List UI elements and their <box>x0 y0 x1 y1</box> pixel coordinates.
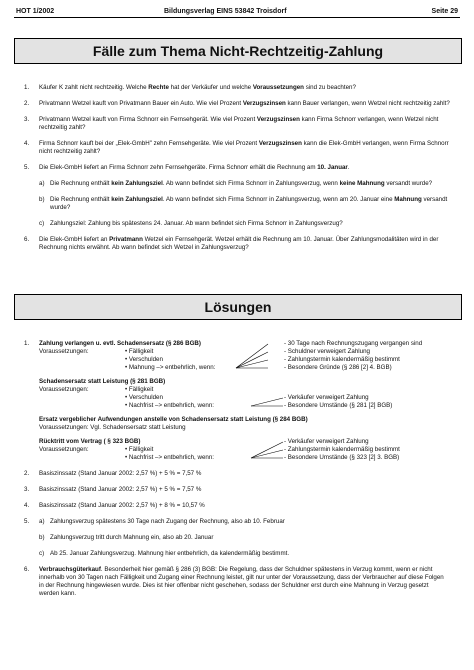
task-text: Käufer K zahlt nicht rechtzeitig. Welche Rechte hat der Verkäufer und welche Voraussetzungen sind zu beachten? <box>39 84 356 91</box>
condition-text: - Verkäufer verweigert Zahlung <box>284 394 369 401</box>
subtask-text: Zahlungsziel: Zahlung bis spätestens 24. Januar. Ab wann befindet sich Firma Schnorr in Zahlungsverzug? <box>50 220 343 227</box>
task-text: Die Elek-GmbH liefert an Firma Schnorr zehn Fernsehgeräte. Firma Schnorr erhält die Rechnung am 10. Januar. <box>39 164 350 171</box>
solution-text: Verbrauchsgüterkauf. Besonderheit hier gemäß § 286 (3) BGB: Die Regelung, dass der Schuldner spätestens in Verzug kommt, wenn er nicht innerhalb von 30 Tagen nach Fälligkeit und Zugang einer Rechnung leistet, gilt nur unter der Voraussetzung, dass der Verbraucher auf diese Folgen in der Rechnung hingewiesen wurde. Dies ist hier offenbar nicht geschehen, sodass der Schuldner erst durch eine Mahnung in Verzug gesetzt werden kann. <box>39 566 444 597</box>
solution-text: Basiszinssatz (Stand Januar 2002: 2,57 %) + 5 % = 7,57 % <box>39 486 202 493</box>
condition-text: - Besondere Umstände (§ 323 [2] 3. BGB) <box>284 454 400 461</box>
solution-heading: Ersatz vergeblicher Aufwendungen anstelle von Schadensersatz statt Leistung (§ 284 BGB) <box>39 416 308 423</box>
solution-number: 5. <box>24 518 30 525</box>
task-number: 1. <box>24 84 30 91</box>
condition-item: • Verschulden <box>125 356 163 363</box>
subtask-letter: c) <box>39 220 45 227</box>
condition-text: - Zahlungstermin kalendermäßig bestimmt <box>284 446 400 453</box>
solution-6 <box>24 566 446 598</box>
condition-text: - 30 Tage nach Rechnungszugang vergangen sind <box>284 340 423 347</box>
header-right: Seite 29 <box>431 8 458 15</box>
solution-number: 3. <box>24 486 30 493</box>
conditions-label: Voraussetzungen: <box>39 386 89 393</box>
task-6 <box>24 236 450 252</box>
condition-text: - Besondere Gründe (§ 286 [2] 4. BGB) <box>284 364 392 371</box>
solution-1 <box>24 340 446 462</box>
arrow-fan-icon <box>250 394 286 410</box>
task-5c <box>39 220 450 228</box>
condition-item: • Fälligkeit <box>125 386 154 393</box>
task-number: 3. <box>24 116 30 123</box>
task-number: 6. <box>24 236 30 243</box>
solutions-list <box>24 340 446 598</box>
page-header <box>14 6 460 18</box>
condition-text: - Schuldner verweigert Zahlung <box>284 348 370 355</box>
solution-heading: Zahlung verlangen u. evtl. Schadensersatz (§ 286 BGB) <box>39 340 201 347</box>
tasks-title-box <box>14 38 462 64</box>
subtask-letter: b) <box>39 196 45 203</box>
arrow-fan-icon <box>235 340 271 372</box>
solution-4 <box>24 502 446 510</box>
condition-text: - Zahlungstermin kalendermäßig bestimmt <box>284 356 400 363</box>
solution-text: Zahlungsverzug spätestens 30 Tage nach Zugang der Rechnung, also ab 10. Februar <box>50 518 285 525</box>
condition-item: • Verschulden <box>125 394 163 401</box>
task-number: 5. <box>24 164 30 171</box>
solution-heading: Rücktritt vom Vertrag ( § 323 BGB) <box>39 438 141 445</box>
solution-number: 4. <box>24 502 30 509</box>
tasks-title: Fälle zum Thema Nicht-Rechtzeitig-Zahlung <box>92 43 384 59</box>
solution-2 <box>24 470 446 478</box>
solution-text: Zahlungsverzug tritt durch Mahnung ein, also ab 20. Januar <box>50 534 214 541</box>
task-1 <box>24 84 450 92</box>
tasks-list <box>24 84 450 252</box>
subtask-text: Die Rechnung enthält kein Zahlungsziel. Ab wann befindet sich Firma Schnorr in Zahlungsverzug, wenn keine Mahnung versandt wurde? <box>50 180 433 187</box>
task-text: Die Elek-GmbH liefert an Privatmann Wetzel ein Fernsehgerät. Wetzel erhält die Rechnung am 10. Januar. Über Zahlungsmodalitäten wird in der Rechnung nichts erwähnt. Ab wann befindet sich Wetzel in Zahlungsverzug? <box>39 236 439 251</box>
arrow-fan-icon <box>250 438 286 462</box>
solution-number: 2. <box>24 470 30 477</box>
task-number: 4. <box>24 140 30 147</box>
condition-item: • Fälligkeit <box>125 446 154 453</box>
task-2 <box>24 100 450 108</box>
task-text: Firma Schnorr kauft bei der „Elek-GmbH" zehn Fernsehgeräte. Wie viel Prozent Verzugszinsen kann die Elek-GmbH verlangen, wenn Firma Schnorr nicht rechtzeitig zahlt? <box>39 140 449 155</box>
subtask-letter: a) <box>39 180 45 187</box>
condition-item: • Fälligkeit <box>125 348 154 355</box>
solution-5c <box>39 550 446 558</box>
conditions-label: Voraussetzungen: <box>39 446 89 453</box>
solution-heading: Schadensersatz statt Leistung (§ 281 BGB) <box>39 378 166 385</box>
header-left: HOT 1/2002 <box>16 8 55 15</box>
subtask-letter: b) <box>39 534 45 541</box>
task-text: Privatmann Wetzel kauft von Firma Schnorr ein Fernsehgerät. Wie viel Prozent Verzugszinsen kann Firma Schnorr verlangen, wenn Wetzel nicht rechtzeitig zahlt? <box>39 116 439 131</box>
task-text: Privatmann Wetzel kauft von Privatmann Bauer ein Auto. Wie viel Prozent Verzugszinsen kann Bauer verlangen, wenn Wetzel nicht rechtzeitig zahlt? <box>39 100 450 107</box>
solutions-title: Lösungen <box>204 299 272 315</box>
subtask-letter: a) <box>39 518 45 525</box>
task-number: 2. <box>24 100 30 107</box>
subtask-letter: c) <box>39 550 45 557</box>
solution-text: Basiszinssatz (Stand Januar 2002: 2,57 %) + 5 % = 7,57 % <box>39 470 202 477</box>
solutions-title-box <box>14 294 462 320</box>
condition-item: • Nachfrist –> entbehrlich, wenn: <box>125 402 215 409</box>
condition-item: • Mahnung –> entbehrlich, wenn: <box>125 364 216 371</box>
subtask-text: Die Rechnung enthält kein Zahlungsziel. Ab wann befindet sich Firma Schnorr in Zahlungsverzug, wenn am 20. Januar eine Mahnung versandt wurde? <box>50 196 448 211</box>
conditions-label: Voraussetzungen: <box>39 348 89 355</box>
solution-text: Ab 25. Januar Zahlungsverzug. Mahnung hier entbehrlich, da kalendermäßig bestimmt. <box>50 550 290 557</box>
task-5 <box>24 164 450 228</box>
header-center: Bildungsverlag EINS 53842 Troisdorf <box>164 8 287 15</box>
solution-5 <box>24 518 446 558</box>
task-4 <box>24 140 450 156</box>
task-5a <box>39 180 450 188</box>
task-3 <box>24 116 450 132</box>
solution-5a <box>39 518 446 526</box>
solution-number: 1. <box>24 340 30 347</box>
solution-5b <box>39 534 446 542</box>
condition-text: - Verkäufer verweigert Zahlung <box>284 438 369 445</box>
solution-text: Basiszinssatz (Stand Januar 2002: 2,57 %) + 8 % = 10,57 % <box>39 502 205 509</box>
solution-3 <box>24 486 446 494</box>
condition-item: • Nachfrist –> entbehrlich, wenn: <box>125 454 215 461</box>
condition-text: - Besondere Umstände (§ 281 [2] BGB) <box>284 402 393 409</box>
task-5b <box>39 196 450 212</box>
solution-number: 6. <box>24 566 30 573</box>
solution-note: Voraussetzungen: Vgl. Schadensersatz statt Leistung <box>39 424 186 431</box>
